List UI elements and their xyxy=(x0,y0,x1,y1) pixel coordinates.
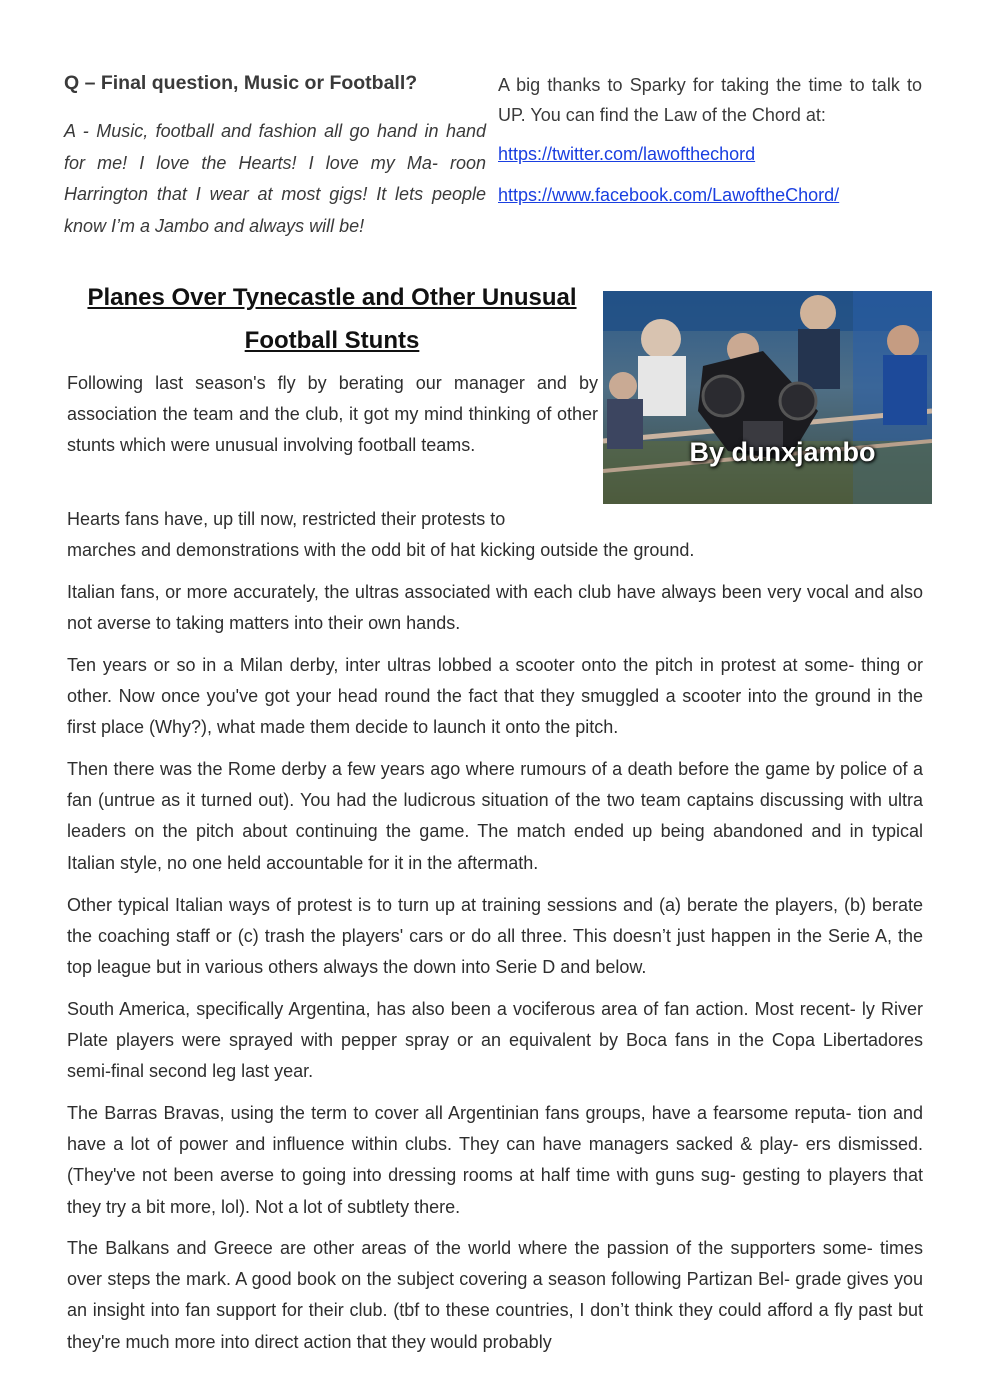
thanks-text: A big thanks to Sparky for taking the time to talk to UP. You can find the Law of the Chord at: xyxy=(498,75,922,125)
interview-question: Q – Final question, Music or Football? xyxy=(64,72,418,94)
article-paragraph-2b: marches and demonstrations with the odd bit of hat kicking outside the ground. xyxy=(67,540,695,560)
article-paragraph-1: Following last season's fly by berating our manager and by association the team and the club, it got my mind thinking of other stunts which were unusual involving football teams. xyxy=(67,373,598,456)
article-title-line1: Planes Over Tynecastle and Other Unusual xyxy=(87,284,577,311)
article-paragraph-6: Other typical Italian ways of protest is to turn up at training sessions and (a) berate the players, (b) berate the coaching staff or (c) trash the players' cars or do all three. This doesn’t just happen in the Serie A, the top league but in various others always the down into Serie D and below. xyxy=(67,895,923,978)
crowd-photo-image xyxy=(603,291,932,504)
article-paragraph-8: The Barras Bravas, using the term to cover all Argentinian fans groups, have a fearsome reputa- tion and have a lot of power and influence within clubs. They can have managers sacked & play- ers dismissed. (They've not been averse to going into dressing rooms at half time with guns sug- gesting to players that they try a bit more, lol). Not a lot of subtlety there. xyxy=(67,1103,923,1217)
facebook-link[interactable]: https://www.facebook.com/LawoftheChord/ xyxy=(498,185,840,205)
article-paragraph-4: Ten years or so in a Milan derby, inter ultras lobbed a scooter onto the pitch in protest at some- thing or other. Now once you've got your head round the fact that they smuggled a scooter into the ground in the first place (Why?), what made them decide to launch it onto the pitch. xyxy=(67,655,923,738)
article-photo xyxy=(603,291,932,504)
article-byline: By dunxjambo xyxy=(689,437,876,467)
article-paragraph-2a: Hearts fans have, up till now, restricted their protests to xyxy=(67,509,506,529)
twitter-link[interactable]: https://twitter.com/lawofthechord xyxy=(498,144,756,164)
article-paragraph-3: Italian fans, or more accurately, the ultras associated with each club have always been very vocal and also not averse to taking matters into their own hands. xyxy=(67,582,923,634)
article-title xyxy=(66,276,598,362)
article-paragraph-7: South America, specifically Argentina, has also been a vociferous area of fan action. Most recent- ly River Plate players were sprayed with pepper spray or an equivalent by Boca fans in the Copa Libertadores semi-final second leg last year. xyxy=(67,999,923,1082)
article-paragraph-9: The Balkans and Greece are other areas of the world where the passion of the supporters some- times over steps the mark. A good book on the subject covering a season following Partizan Bel- grade gives you an insight into fan support for their club. (tbf to these countries, I don’t think they could afford a fly past but they're much more into direct action that they would probably xyxy=(67,1238,923,1352)
article-paragraph-5: Then there was the Rome derby a few years ago where rumours of a death before the game by police of a fan (untrue as it turned out). You had the ludicrous situation of the two team captains discussing with ultra leaders on the pitch about continuing the game. The match ended up being abandoned and in typical Italian style, no one held accountable for it in the aftermath. xyxy=(67,759,923,873)
article-title-line2: Football Stunts xyxy=(244,327,420,354)
interview-answer: A - Music, football and fashion all go hand in hand for me! I love the Hearts! I love my Ma- roon Harrington that I wear at most gigs! It lets people know I’m a Jambo and always will be! xyxy=(64,121,486,236)
